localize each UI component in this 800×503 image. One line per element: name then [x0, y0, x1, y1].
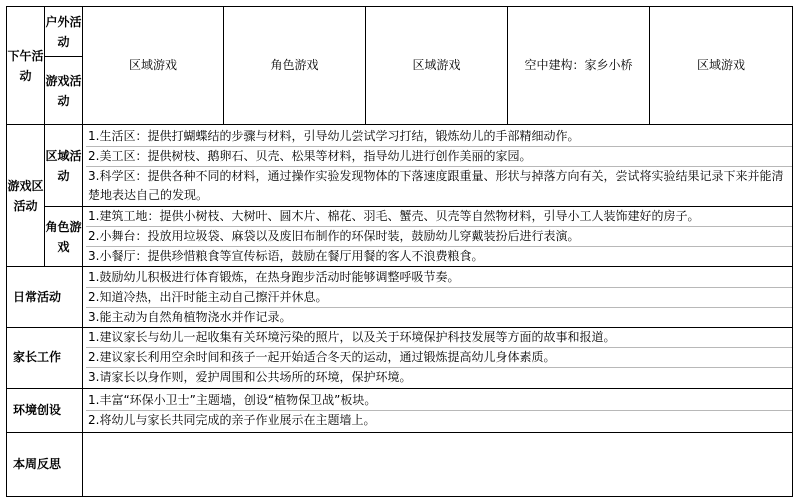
list-item: 3.科学区：提供各种不同的材料，通过操作实验发现物体的下落速度跟重量、形状与掉落方向有关，尝试将实验结果记录下来并能清楚地表达自己的发现。 [88, 168, 784, 202]
environment-list [83, 388, 793, 432]
day-1-activity: 区域游戏 [83, 7, 224, 125]
list-item: 1.鼓励幼儿积极进行体育锻炼，在热身跑步活动时能够调整呼吸节奏。 [86, 268, 792, 288]
day-4-activity: 空中建构：家乡小桥 [508, 7, 650, 125]
environment-header: 环境创设 [7, 388, 83, 432]
area-activity-list [83, 125, 793, 207]
games-activity-header: 游戏活动 [45, 57, 83, 125]
day-5-activity: 区域游戏 [650, 7, 793, 125]
weekly-reflection-header: 本周反思 [7, 432, 83, 496]
list-item: 2.小舞台：投放用垃圾袋、麻袋以及废旧布制作的环保时装，鼓励幼儿穿戴装扮后进行表演。 [86, 227, 792, 247]
role-game-list [83, 207, 793, 267]
list-item: 3.请家长以身作则，爱护周围和公共场所的环境，保护环境。 [88, 370, 412, 385]
area-activity-header: 区域活动 [45, 125, 83, 207]
weekly-plan-table [6, 6, 793, 497]
list-item: 1.建议家长与幼儿一起收集有关环境污染的照片，以及关于环境保护科技发展等方面的故事和报道。 [86, 328, 792, 348]
game-zone-header: 游戏区活动 [7, 125, 45, 267]
list-item: 3.小餐厅：提供珍惜粮食等宣传标语，鼓励在餐厅用餐的客人不浪费粮食。 [88, 249, 484, 264]
list-item: 2.将幼儿与家长共同完成的亲子作业展示在主题墙上。 [88, 412, 376, 427]
afternoon-activity-header: 下午活动 [7, 7, 45, 125]
day-3-activity: 区域游戏 [366, 7, 508, 125]
list-item: 2.美工区：提供树枝、鹅卵石、贝壳、松果等材料，指导幼儿进行创作美丽的家园。 [86, 147, 792, 167]
list-item: 2.建议家长利用空余时间和孩子一起开始适合冬天的运动，通过锻炼提高幼儿身体素质。 [86, 348, 792, 368]
list-item: 3.能主动为自然角植物浇水并作记录。 [88, 309, 292, 324]
list-item: 1.生活区：提供打蝴蝶结的步骤与材料，引导幼儿尝试学习打结，锻炼幼儿的手部精细动作。 [86, 127, 792, 147]
role-game-header: 角色游戏 [45, 207, 83, 267]
parent-work-header: 家长工作 [7, 327, 83, 388]
outdoor-activity-header: 户外活动 [45, 7, 83, 57]
list-item: 1.建筑工地：提供小树枝、大树叶、圆木片、棉花、羽毛、蟹壳、贝壳等自然物材料，引导小工人装饰建好的房子。 [86, 207, 792, 227]
list-item: 1.丰富“环保小卫士”主题墙，创设“植物保卫战”板块。 [86, 391, 792, 411]
day-2-activity: 角色游戏 [224, 7, 366, 125]
daily-activity-list [83, 267, 793, 327]
weekly-reflection-content[interactable] [83, 432, 793, 496]
list-item: 2.知道冷热，出汗时能主动自己擦汗并休息。 [86, 288, 792, 308]
daily-activity-header: 日常活动 [7, 267, 83, 327]
parent-work-list [83, 327, 793, 388]
